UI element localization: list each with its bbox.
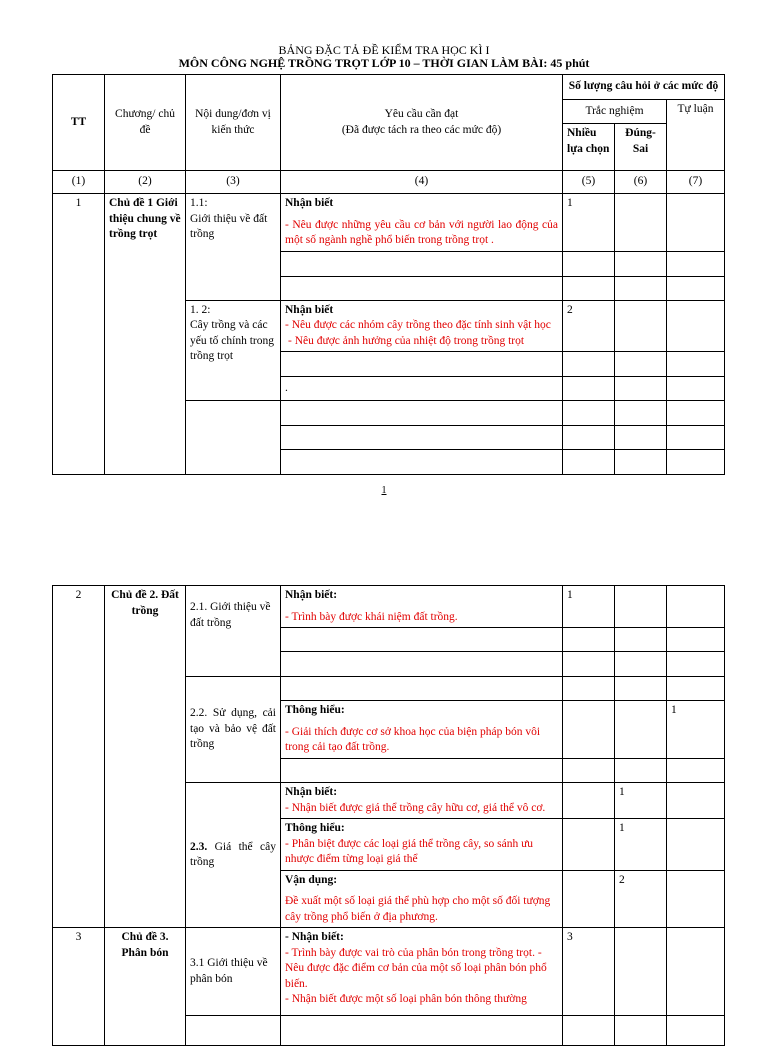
header-yeucau-title: Yêu cầu cần đạt <box>384 107 459 120</box>
header-tt: TT <box>53 75 105 171</box>
col-number: (1) <box>53 171 105 194</box>
requirement-text: - Giải thích được cơ sở khoa học của biện pháp bón vôi trong cải tạo đất trồng. <box>285 725 541 754</box>
topic3-tt: 3 <box>53 928 105 1046</box>
count-mcq: 1 <box>563 586 615 628</box>
header-soluong: Số lượng câu hỏi ở các mức độ <box>563 75 725 100</box>
topic3-unit1: 3.1 Giới thiệu về phân bón <box>186 928 281 1016</box>
col-number: (3) <box>186 171 281 194</box>
header-chuong: Chương/ chủ đề <box>105 75 186 171</box>
requirement-text: - Nêu được những yêu cầu cơ bản với người lao động của một số ngành nghề phổ biến trong trồng trọt . <box>285 218 558 247</box>
requirement-text: - Nêu được các nhóm cây trồng theo đặc tính sinh vật học <box>285 319 551 332</box>
unit-name: Giới thiệu về đất trồng <box>190 212 268 241</box>
header-dung-sai: Đúng-Sai <box>615 124 667 171</box>
count-tf: 1 <box>615 783 667 819</box>
count-essay: 1 <box>667 701 725 759</box>
spec-table-page1 <box>52 74 725 475</box>
topic2-unit3 <box>186 783 281 928</box>
requirement-cell <box>281 701 563 759</box>
unit-name: Cây trồng và các yếu tố chính trong trồng trọt <box>190 319 274 363</box>
header-tuluan: Tự luận <box>667 100 725 171</box>
requirement-text: - Nhận biết được một số loại phân bón thông thường <box>285 993 527 1006</box>
level-label: Thông hiểu: <box>285 704 345 717</box>
unit-number: 2.3. <box>190 840 208 853</box>
level-label: Nhận biết <box>285 197 334 209</box>
header-nhieu-lua-chon: Nhiều lựa chọn <box>563 124 615 171</box>
requirement-cell <box>281 586 563 628</box>
level-label: Nhận biết: <box>285 589 338 601</box>
requirement-cell <box>281 194 563 252</box>
requirement-cell <box>281 783 563 819</box>
topic1-tt: 1 <box>53 194 105 475</box>
requirement-text: - Trình bày được vai trò của phân bón trong trồng trọt. - Nêu được đặc điểm cơ bản của một số loại phân bón phổ biến. <box>285 946 547 990</box>
unit-label: 1. 2: <box>190 303 211 316</box>
requirement-text: - Nhận biết được giá thể trồng cây hữu cơ, giá thể vô cơ. <box>285 801 546 814</box>
col-number: (5) <box>563 171 615 194</box>
level-label: Vận dụng: <box>285 873 338 886</box>
stray-dot: . <box>281 377 563 401</box>
document-subtitle: MÔN CÔNG NGHỆ TRỒNG TRỌT LỚP 10 – THỜI GIAN LÀM BÀI: 45 phút <box>178 56 590 70</box>
unit-name: 2.1. Giới thiệu về đất trồng <box>190 601 271 629</box>
level-label: - Nhận biết: <box>285 931 344 944</box>
topic1-name: Chủ đề 1 Giới thiệu chung về trồng trọt <box>105 194 186 475</box>
requirement-cell <box>281 819 563 871</box>
col-number: (6) <box>615 171 667 194</box>
level-label: Nhận biết <box>285 303 334 316</box>
level-label: Thông hiểu: <box>285 822 345 835</box>
count-tf <box>615 194 667 252</box>
topic2-unit1 <box>186 586 281 677</box>
count-tf: 1 <box>615 819 667 871</box>
header-tracnghiem: Trắc nghiệm <box>563 100 667 124</box>
requirement-cell <box>281 870 563 928</box>
topic3-name: Chủ đề 3. Phân bón <box>105 928 186 1046</box>
topic1-unit1 <box>186 194 281 301</box>
requirement-cell <box>281 928 563 1016</box>
requirement-text: - Nêu được ảnh hưởng của nhiệt độ trong trồng trọt <box>288 334 525 347</box>
requirement-text: - Phân biệt được các loại giá thể trồng cây, so sánh ưu nhược điểm từng loại giá thể <box>285 837 534 866</box>
count-mcq: 3 <box>563 928 615 1016</box>
header-yeucau-sub: (Đã được tách ra theo các mức độ) <box>341 123 502 136</box>
header-noidung: Nội dung/đơn vị kiến thức <box>186 75 281 171</box>
requirement-cell <box>281 300 563 352</box>
page-number: 1 <box>381 485 387 496</box>
col-number: (4) <box>281 171 563 194</box>
spec-table-page2 <box>52 585 725 1046</box>
col-number: (7) <box>667 171 725 194</box>
topic2-name: Chủ đề 2. Đất trồng <box>105 586 186 928</box>
count-mcq: 1 <box>563 194 615 252</box>
header-yeucau <box>281 75 563 171</box>
topic1-unit2 <box>186 300 281 401</box>
topic2-unit2: 2.2. Sử dụng, cải tạo và bảo vệ đất trồng <box>186 677 281 783</box>
count-mcq: 2 <box>563 300 615 352</box>
requirement-text: - Trình bày được khái niệm đất trồng. <box>285 610 458 623</box>
unit-label: 1.1: <box>190 197 208 209</box>
unit-name: Giá thể cây trồng <box>190 840 276 869</box>
count-tf: 2 <box>615 870 667 928</box>
topic2-tt: 2 <box>53 586 105 928</box>
count-essay <box>667 194 725 252</box>
col-number: (2) <box>105 171 186 194</box>
requirement-text: Đề xuất một số loại giá thể phù hợp cho một số đối tượng cây trồng phổ biến ở địa phương. <box>285 895 551 923</box>
document-title: BẢNG ĐẶC TẢ ĐỀ KIỂM TRA HỌC KÌ I <box>278 43 490 57</box>
level-label: Nhận biết: <box>285 786 338 799</box>
